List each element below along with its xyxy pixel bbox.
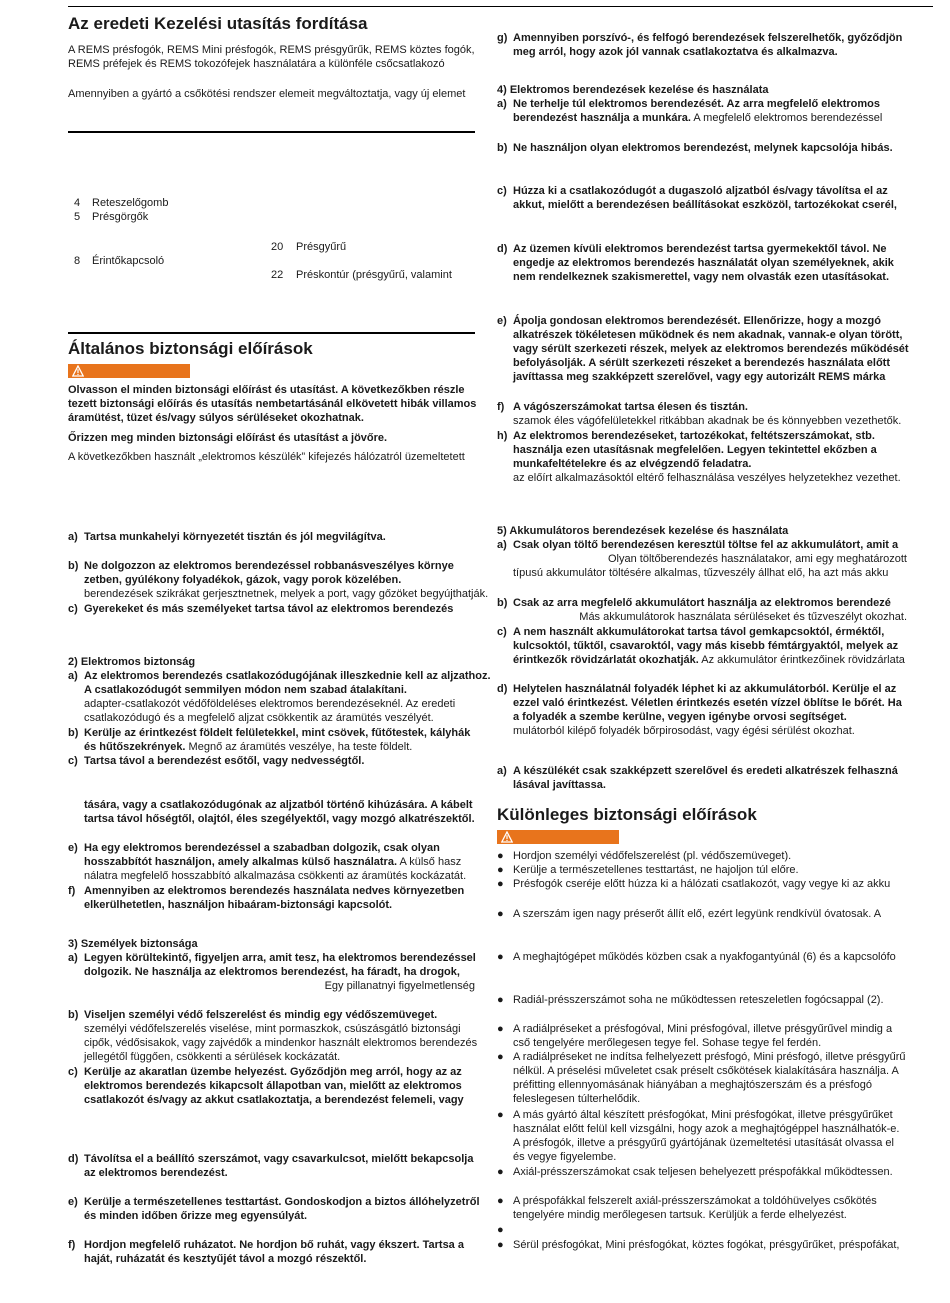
rule-e-posture: e) Kerülje a természetellenes testtartást. Gondoskodjon a biztos állóhelyzetről és minden időben őrizze meg egyensúlyát. xyxy=(68,1196,480,1222)
bullet-item: ● Kerülje a természetellenes testtartást, ne hajoljon túl előre. xyxy=(497,864,799,876)
rule-f-rcd: f) Amennyiben az elektromos berendezés használata nedves környezetben elkerülhetetlen, használjon hibaáram-biztonsági kapcsolót. xyxy=(68,885,465,911)
rule-b-protective: b) Viseljen személyi védő felszerelést és mindig egy védőszemüveget. személyi védőfelszerelés viselése, mint pormaszkok, csúszásgátló biztonsági cipők, védősisakok, vagy zajvédők a mindenkor használt elektromos berendezés jellegétől függően, csökkenti a sérülések kockázatát. xyxy=(68,1009,478,1063)
rule-c-rain: c) Tartsa távol a berendezést esőtől, vagy nedvességtől. xyxy=(68,755,365,767)
section-2-heading: 2) Elektromos biztonság xyxy=(68,656,196,668)
bullet-item: ● Radiál-présszerszámot soha ne működtessen reteszeletlen fogócsappal (2). xyxy=(497,994,884,1006)
intro-line-3: Amennyiben a gyártó a csőkötési rendszer elemeit megváltoztatja, vagy új elemet xyxy=(68,88,466,100)
bullet-item: ● A szerszám igen nagy préserőt állít elő, ezért legyünk rendkívül óvatosak. A xyxy=(497,908,882,920)
top-rule xyxy=(68,6,933,7)
rule-c-unplug: c) Húzza ki a csatlakozódugót a dugaszoló aljzatból és/vagy távolítsa el az akkut, mielőtt a berendezésen beállításokat eszközöl, tartozékokat cserél, xyxy=(497,185,897,211)
rule-b-explosive: b) Ne dolgozzon az elektromos berendezéssel robbanásveszélyes környe zetben, gyúlékony folyadékok, gázok, vagy porok közelében. berendezések szikrákat gerjesztnetnek, melyek a port, vagy gőzöket begyújthatják. xyxy=(68,560,489,600)
legend-label: Présgyűrű xyxy=(296,241,347,253)
warning-text: Olvasson el minden biztonsági előírást és utasítást. A következőkben részle xyxy=(68,384,465,396)
rule-c-unintentional: c) Kerülje az akaratlan üzembe helyezést. Győződjön meg arról, hogy az az elektromos berendezés kikapcsolt állapotban van, mielőtt az elektromos csatlakozót és/vagy az akkut csatlakoztatja, a berendezést felemeli, vagy xyxy=(68,1066,464,1106)
rule-g-dust: g) Amennyiben porszívó-, és felfogó berendezések felszerelhetők, győződjön meg arról, hogy azok jól vannak csatlakoztatva és alkalmazva. xyxy=(497,32,903,58)
rule-h-accessories: h) Az elektromos berendezéseket, tartozékokat, feltétszerszámokat, stb. használja ezen utasításnak megfelelően. Legyen tekintettel ekőzben a munkafeltételekre és az elvégzendő feladatra. az előírt alkalmazásoktól eltérő felhasználása veszélyes helyzetekhez vezethet. xyxy=(497,430,901,484)
rule-a-service: a) A készülékét csak szakképzett szerelővel és eredeti alkatrészek felhaszná lásával javíttassa. xyxy=(497,765,898,791)
translation-title: Az eredeti Kezelési utasítás fordítása xyxy=(68,14,368,33)
rule-f-clothing: f) Hordjon megfelelő ruházatot. Ne hordjon bő ruhát, vagy ékszert. Tartsa a haját, ruházatát és kesztyűjét távol a mozgó részektől. xyxy=(68,1239,464,1265)
section-3-heading: 3) Személyek biztonsága xyxy=(68,938,198,950)
bullet-item: ● A más gyártó által készített présfogókat, Mini présfogókat, illetve présgyűrűket használat előtt felül kell vizsgálni, hogy azok a meghajtógéppel használhatók-e. A présfogók, illetve a présgyűrű gyártójának üzemeltetési utasítását olvassa el és vegye figyelembe. xyxy=(497,1109,900,1163)
rule-d-storage: d) Az üzemen kívüli elektromos berendezést tartsa gyermekektől távol. Ne engedje az elektromos berendezés használatát olyan személyeknek, akik nem rendelkeznek szakismerettel, vagy nem olvasták ezen utasításokat. xyxy=(497,243,894,283)
rule-d-tools: d) Távolítsa el a beállító szerszámot, vagy csavarkulcsot, mielőtt bekapcsolja az elektromos berendezést. xyxy=(68,1153,474,1179)
general-safety-title: Általános biztonsági előírások xyxy=(68,339,313,358)
warning-text: áramütést, tüzet és/vagy súlyos sérüléseket okozhatnak. xyxy=(68,412,364,424)
bullet-item: ● Présfogók cseréje előtt húzza ki a hálózati csatlakozót, vagy vegye ki az akku xyxy=(497,878,891,890)
warning-text: tezett biztonsági előírás és utasítás nembetartásánál elkövetett hibák villamos xyxy=(68,398,477,410)
rule-a-plug: a) Az elektromos berendezés csatlakozódugójának illeszkednie kell az aljzathoz. A csatlakozódugót semmilyen módon nem szabad átalakítani. adapter-csatlakozót védőföldeléses elektromos berendezéseknél. Az eredeti csatlakozódugó és a megfelelő aljzat csökkentik az áramütés veszélyét. xyxy=(68,670,491,724)
rule-c-children: c) Gyerekeket és más személyeket tartsa távol az elektromos berendezés xyxy=(68,603,454,615)
warning-icon xyxy=(72,365,84,377)
legend-number: 4 xyxy=(74,197,81,209)
rule-f-cutting: f) A vágószerszámokat tartsa élesen és tisztán. szamok éles vágófelületekkel ritkábban akadnak be és könnyebben vezethetők. xyxy=(497,401,902,427)
rule-e-outdoor: e) Ha egy elektromos berendezéssel a szabadban dolgozik, csak olyan hosszabbítót használjon, amely alkalmas külső használatra. A külső hasz nálatra megfelelő hosszabbító alkalmazása csökkenti az áramütés kockázatát. xyxy=(68,842,467,882)
keep-instructions: Őrizzen meg minden biztonsági előírást és utasítást a jövőre. xyxy=(68,432,388,444)
rule-a-attention: a) Legyen körültekintő, figyeljen arra, amit tesz, ha elektromos berendezéssel dolgozik. Ne használja az elektromos berendezést, ha fáradt, ha drogok, Egy pillanatnyi figyelmetlenség xyxy=(68,952,476,992)
warning-icon xyxy=(501,831,513,843)
bullet-item: ● Sérül présfogókat, Mini présfogókat, köztes fogókat, présgyűrűket, préspofákat, xyxy=(497,1239,900,1251)
legend-label: Présgörgők xyxy=(92,211,149,223)
warning-bar xyxy=(68,364,190,378)
intro-line-1: A REMS présfogók, REMS Mini présfogók, REMS présgyűrűk, REMS köztes fogók, xyxy=(68,44,475,56)
legend-label: Érintőkapcsoló xyxy=(92,255,165,267)
section-rule-2 xyxy=(68,332,475,334)
legend-number: 22 xyxy=(271,269,284,281)
section-5-heading: 5) Akkumulátoros berendezések kezelése és használata xyxy=(497,525,789,537)
rule-a-overload: a) Ne terhelje túl elektromos berendezését. Az arra megfelelő elektromos berendezést használja a munkára. A megfelelő elektromos berendezéssel xyxy=(497,98,883,124)
bullet-item: ● Hordjon személyi védőfelszerelést (pl. védőszemüveget). xyxy=(497,850,792,862)
legend-number: 8 xyxy=(74,255,81,267)
rule-b-battery: b) Csak az arra megfelelő akkumulátort használja az elektromos berendezé Más akkumulátorok használata sérüléseket és tűzveszélyt okozhat. xyxy=(497,597,907,623)
bullet-item: ● Axiál-présszerszámokat csak teljesen behelyezett préspofákkal működtessen. xyxy=(497,1166,893,1178)
rule-d-liquid: d) Helytelen használatnál folyadék léphet ki az akkumulátorból. Kerülje el az ezzel való érintkezést. Véletlen érintkezés esetén vízzel öblítse le bőrét. Ha a folyadék a szembe kerülne, vegyen igénybe orvosi segítséget. mulátorból kilépő folyadék bőrpirosodást, vagy égési sérülést okozhat. xyxy=(497,683,902,737)
legend-number: 20 xyxy=(271,241,284,253)
legend-label: Reteszelőgomb xyxy=(92,197,169,209)
section-rule-1 xyxy=(68,131,475,133)
rule-b-switch: b) Ne használjon olyan elektromos berendezést, melynek kapcsolója hibás. xyxy=(497,142,893,154)
term-definition: A következőkben használt „elektromos készülék” kifejezés hálózatról üzemeltetett xyxy=(68,451,465,463)
rule-c-unused-battery: c) A nem használt akkumulátorokat tartsa távol gemkapcsoktól, érméktől, kulcsoktól, tűktől, csavaroktól, vagy más kisebb fémtárgyaktól, melyek az érintkezők rövidzárlatát okozhatják. Az akkumulátor érintkezőinek rövidzárlata xyxy=(497,626,905,666)
bullet-item: ● A radiálpréseket a présfogóval, Mini présfogóval, illetve présgyűrűvel mindig a cső tengelyére merőlegesen tegye fel. Sohase tegye fel ferdén. xyxy=(497,1023,893,1049)
warning-bar xyxy=(497,830,619,844)
rule-a-charger: a) Csak olyan töltő berendezésen keresztül töltse fel az akkumulátort, amit a Olyan töltőberendezés használatakor, ami egy meghatározott típusú akkumulátor töltésére alkalmas, tűzveszély állhat elő, ha azt más akku xyxy=(497,539,907,579)
rule-d-cable: tására, vagy a csatlakozódugónak az aljzatból történő kihúzására. A kábelt tartsa távol hőségtől, olajtól, éles szegélyektől, vagy mozgó alkatrészektől. xyxy=(84,799,475,825)
bullet-item: ● A meghajtógépet működés közben csak a nyakfogantyúnál (6) és a kapcsolófo xyxy=(497,951,896,963)
rule-b-grounded: b) Kerülje az érintkezést földelt felületekkel, mint csövek, fűtőtestek, kályhák és hűtőszekrények. Megnő az áramütés veszélye, ha teste földelt. xyxy=(68,727,471,753)
section-4-heading: 4) Elektromos berendezések kezelése és használata xyxy=(497,84,769,96)
special-safety-title: Különleges biztonsági előírások xyxy=(497,805,757,824)
rule-e-maintain: e) Ápolja gondosan elektromos berendezését. Ellenőrizze, hogy a mozgó alkatrészek tökéletesen működnek és nem akadnak, vannak-e olyan törött, vagy sérült szerkezeti részek, melyek az elektromos berendezés működését befolyásolják. A sérült szerkezeti részeket a berendezés használata előtt javíttassa meg szakképzett szerelővel, vagy egy autorizált REMS márka xyxy=(497,315,909,383)
rule-a-work-area: a) Tartsa munkahelyi környezetét tisztán és jól megvilágítva. xyxy=(68,531,386,543)
intro-line-2: REMS préfejek és REMS tokozófejek használatára a különféle csőcsatlakozó xyxy=(68,58,445,70)
bullet-item: ● A préspofákkal felszerelt axiál-présszerszámokat a toldóhüvelyes csőkötés tengelyére mindig merőlegesen tartsuk. Kerüljük a ferde elhelyezést. xyxy=(497,1195,877,1221)
legend-label: Préskontúr (présgyűrű, valamint xyxy=(296,269,452,281)
bullet-item: ● A radiálpréseket ne indítsa felhelyezett présfogó, Mini présfogó, illetve présgyűrű nélkül. A préselési műveletet csak préselt csőkötések kialakítására használja. A préfitting ellennyomásának hiányában a meghajtószerszám és a présfogó feleslegesen túlterhelődik. xyxy=(497,1051,906,1105)
legend-number: 5 xyxy=(74,211,81,223)
